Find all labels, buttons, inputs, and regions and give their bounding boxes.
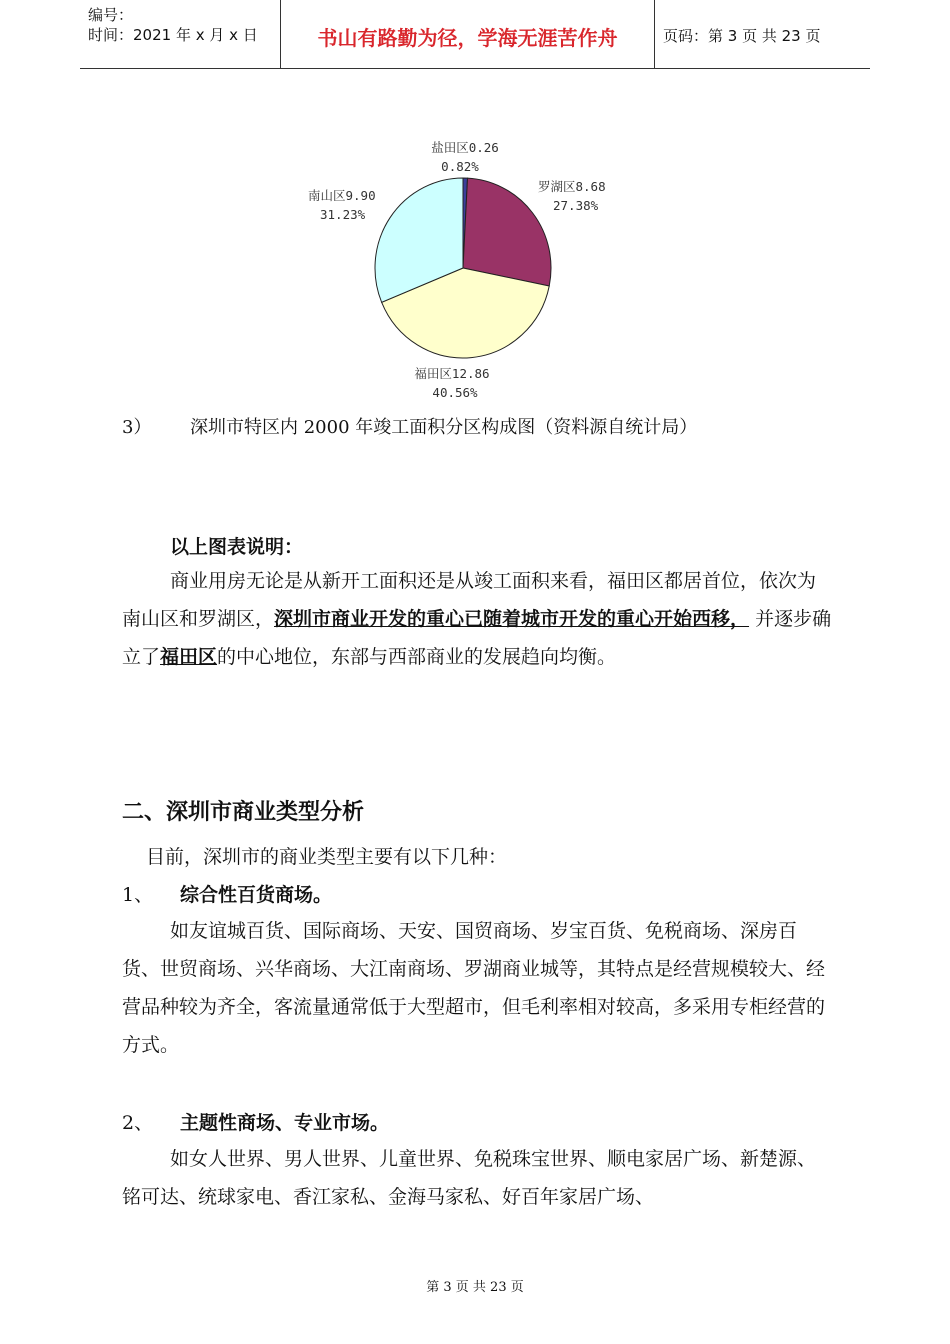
label-nanshan-value: 南山区9.90	[308, 188, 376, 203]
label-nanshan-pct: 31.23%	[320, 207, 366, 222]
page-header	[80, 0, 870, 69]
summary-text-a: 商业用房无论是从新开工面积还是从竣工面积来看，福田区都居首位，依次为南山区和罗湖区，	[122, 570, 817, 630]
item-2-number: 2、	[122, 1112, 154, 1134]
item-2-text: 如女人世界、男人世界、儿童世界、免税珠宝世界、顺电家居广场、新楚源、铭可达、统球家电、香江家私、金海马家私、好百年家居广场、	[122, 1148, 817, 1208]
item-1-number: 1、	[122, 884, 154, 906]
label-yantian-value: 盐田区0.26	[431, 140, 499, 155]
slice-luohu	[463, 178, 551, 286]
item-1-title: 综合性百货商场。	[180, 884, 333, 906]
header-center-cell	[281, 0, 655, 68]
date-label: 时间：2021 年 x 月 x 日	[88, 26, 258, 44]
item-1-text: 如友谊城百货、国际商场、天安、国贸商场、岁宝百货、免税商场、深房百货、世贸商场、兴华商场、大江南商场、罗湖商业城等，其特点是经营规模较大、经营品种较为齐全，客流量通常低于大型超市，但毛利率相对较高，多采用专柜经营的方式。	[122, 920, 826, 1056]
caption-number: 3）	[122, 417, 152, 438]
label-yantian-pct: 0.82%	[441, 159, 479, 174]
page-footer: 第 3 页 共 23 页	[426, 1280, 524, 1295]
figure-caption	[122, 413, 697, 439]
section-intro: 目前，深圳市的商业类型主要有以下几种：	[146, 846, 508, 868]
label-luohu-pct: 27.38%	[553, 198, 599, 213]
summary-paragraph	[122, 562, 834, 676]
item-2-title: 主题性商场、专业市场。	[180, 1112, 390, 1134]
header-left-cell	[80, 0, 281, 68]
item-2-heading	[122, 1108, 389, 1135]
summary-text-e: 的中心地位，东部与西部商业的发展趋向均衡。	[217, 646, 617, 668]
summary-emphasis-futian: 福田区	[160, 646, 218, 668]
label-luohu-value: 罗湖区8.68	[538, 179, 606, 194]
label-futian-pct: 40.56%	[432, 385, 478, 400]
section-title: 二、深圳市商业类型分析	[122, 800, 365, 825]
summary-heading: 以上图表说明：	[170, 536, 304, 558]
code-label: 编号：	[88, 6, 134, 24]
motto: 书山有路勤为径，学海无涯苦作舟	[317, 26, 618, 50]
label-futian-value: 福田区12.86	[414, 366, 490, 381]
item-1-heading	[122, 880, 332, 907]
pie-chart	[280, 130, 660, 410]
page-info: 页码：第 3 页 共 23 页	[663, 27, 821, 45]
header-right-cell	[655, 0, 870, 68]
summary-emphasis-west: 深圳市商业开发的重心已随着城市开发的重心开始西移，	[274, 608, 750, 630]
summary-text-c: 并逐步确立了	[122, 608, 832, 668]
caption-text: 深圳市特区内 2000 年竣工面积分区构成图（资料源自统计局）	[190, 417, 698, 438]
